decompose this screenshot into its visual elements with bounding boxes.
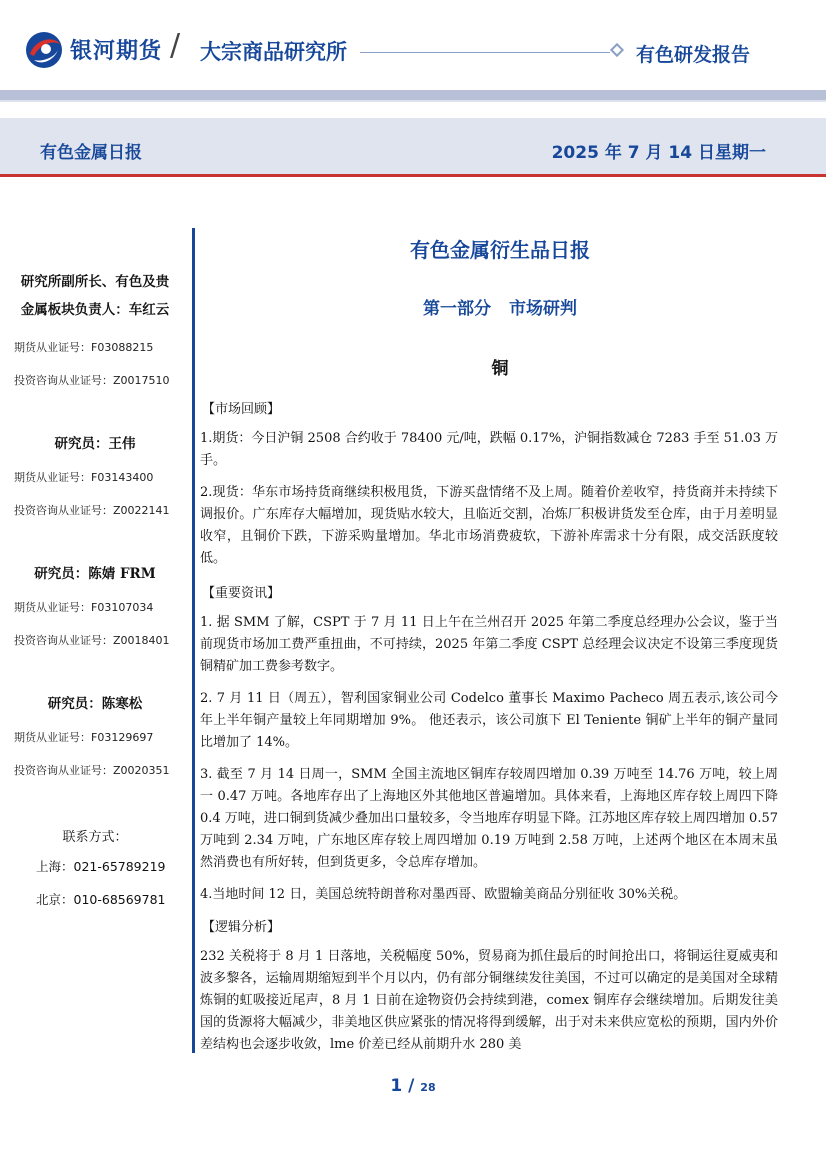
- page-header: [0, 0, 826, 96]
- analyst-title-line1: 研究所副所长、有色及贵: [20, 274, 170, 290]
- total-pages: 28: [420, 1081, 436, 1094]
- section-heading-news: 【重要资讯】: [202, 586, 281, 601]
- analyst-3: [0, 560, 190, 588]
- part-title: 第一部分 市场研判: [423, 299, 577, 319]
- analyst-name: 研究员：陈婧 FRM: [34, 566, 156, 582]
- contact-shanghai: 上海：021-65789219: [36, 859, 166, 874]
- page-separator: /: [408, 1076, 415, 1096]
- galaxy-futures-logo-icon: [24, 30, 64, 70]
- news-paragraph-2: 2. 7 月 11 日（周五），智利国家铜业公司 Codelco 董事长 Maximo Pacheco 周五表示,该公司今年上半年铜产量较上年同期增加 9%。 他还表示，该公司旗下 El Teniente 铜矿上半年的铜产量同比增加了 14%。: [200, 691, 778, 750]
- analyst-title-line2: 金属板块负责人：车红云: [20, 302, 170, 318]
- invest-cert: 投资咨询从业证号：Z0020351: [14, 764, 170, 777]
- futures-cert: 期货从业证号：F03088215: [14, 341, 154, 354]
- news-paragraph-4: 4.当地时间 12 日，美国总统特朗普称对墨西哥、欧盟输美商品分别征收 30%关税。: [200, 887, 687, 902]
- header-stripe: [0, 90, 826, 100]
- report-date: 2025 年 7 月 14 日星期一: [551, 143, 766, 163]
- sidebar-divider: [192, 228, 195, 1053]
- review-paragraph-1: 1.期货：今日沪铜 2508 合约收于 78400 元/吨，跌幅 0.17%，沪铜指数减仓 7283 手至 51.03 万手。: [200, 431, 779, 468]
- contact-title: 联系方式：: [62, 830, 128, 845]
- section-heading-review: 【市场回顾】: [202, 402, 281, 417]
- analyst-name: 研究员：王伟: [54, 436, 136, 452]
- document-title: 有色金属衍生品日报: [410, 238, 590, 262]
- futures-cert: 期货从业证号：F03129697: [14, 731, 154, 744]
- section-heading-logic: 【逻辑分析】: [202, 920, 281, 935]
- news-paragraph-1: 1. 据 SMM 了解，CSPT 于 7 月 11 日上午在兰州召开 2025 年第二季度总经理办公会议，鉴于当前现货市场加工费严重扭曲，不可持续，2025 年第二季度 CSPT 总经理会议决定不设第三季度现货铜精矿加工费参考数字。: [200, 615, 778, 674]
- logic-paragraph-1: 232 关税将于 8 月 1 日落地，关税幅度 50%，贸易商为抓住最后的时间抢出口，将铜运往夏威夷和波多黎各，运输周期缩短到半个月以内，仍有部分铜继续发往美国，不过可以确定的是美国对全球精炼铜的虹吸接近尾声，8 月 1 日前在途物资仍会持续到港，comex 铜库存会继续增加。后期发往美国的货源将大幅减少，非美地区供应紧张的情况将得到缓解，出于对未来供应宽松的预期，国内外价差结构也会逐步收敛，lme 价差已经从前期升水 280 美: [200, 949, 778, 1052]
- invest-cert: 投资咨询从业证号：Z0017510: [14, 374, 170, 387]
- analyst-head: [0, 268, 190, 324]
- review-paragraph-2: 2.现货：华东市场持货商继续积极甩货，下游买盘情绪不及上周。随着价差收窄，持货商并未持续下调报价。广东库存大幅增加，现货贴水较大，且临近交割，冶炼厂积极讲货发至仓库，由于月差明显收窄，且铜价下跌，下游采购量增加。华北市场消费疲软，下游补库需求十分有限，成交活跃度较低。: [200, 485, 778, 566]
- diamond-icon: [610, 43, 624, 57]
- futures-cert: 期货从业证号：F03107034: [14, 601, 154, 614]
- header-slash: /: [170, 28, 181, 63]
- band-title: 有色金属日报: [40, 143, 142, 163]
- invest-cert: 投资咨询从业证号：Z0018401: [14, 634, 170, 647]
- analyst-4: [0, 690, 190, 718]
- current-page: 1: [390, 1076, 403, 1096]
- news-paragraph-3: 3. 截至 7 月 14 日周一，SMM 全国主流地区铜库存较周四增加 0.39 万吨至 14.76 万吨，较上周一 0.47 万吨。各地库存出了上海地区外其他地区普遍增加。具体来看，上海地区库存较上周四下降 0.4 万吨，进口铜到货减少叠加出口量较多，令当地库存明显下降。江苏地区库存较上周四增加 0.57 万吨到 2.34 万吨，广东地区库存较上周四增加 0.19 万吨到 2.58 万吨，上述两个地区在本周末虽然消费也有所好转，但到货更多，令总库存增加。: [200, 767, 778, 870]
- report-type: 有色研发报告: [636, 44, 751, 66]
- analyst-2: [0, 430, 190, 458]
- band-red-line: [0, 174, 826, 177]
- futures-cert: 期货从业证号：F03143400: [14, 471, 154, 484]
- page-number: [0, 1076, 826, 1096]
- contact-beijing: 北京：010-68569781: [36, 892, 166, 907]
- section-subtitle: 铜: [491, 359, 509, 379]
- header-stripe-light: [0, 100, 826, 102]
- header-divider: [360, 52, 610, 53]
- brand-name: 银河期货: [70, 39, 163, 64]
- institute-name: 大宗商品研究所: [200, 40, 347, 64]
- invest-cert: 投资咨询从业证号：Z0022141: [14, 504, 170, 517]
- analyst-name: 研究员：陈寒松: [47, 696, 143, 712]
